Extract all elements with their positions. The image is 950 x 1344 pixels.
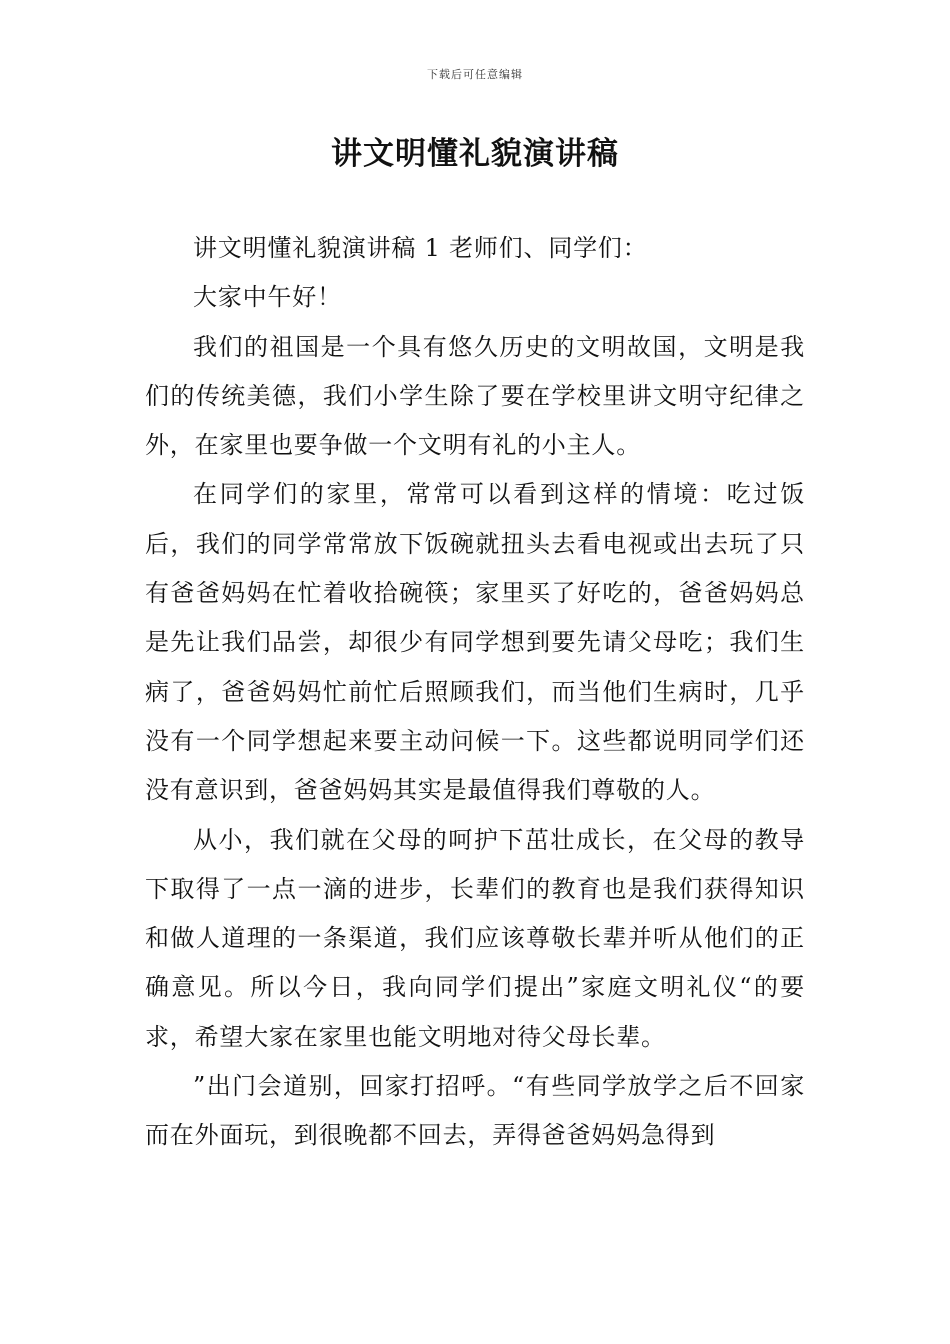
paragraph: 从小，我们就在父母的呵护下茁壮成长，在父母的教导下取得了一点一滴的进步，长辈们的教育也是我们获得知识和做人道理的一条渠道，我们应该尊敬长辈并听从他们的正确意见。所以今日，我向同学们提出”家庭文明礼仪“的要求，希望大家在家里也能文明地对待父母长辈。 bbox=[145, 825, 805, 1051]
paragraph: 在同学们的家里，常常可以看到这样的情境：吃过饭后，我们的同学常常放下饭碗就扭头去看电视或出去玩了只有爸爸妈妈在忙着收拾碗筷；家里买了好吃的，爸爸妈妈总是先让我们品尝，却很少有同学想到要先请父母吃；我们生病了，爸爸妈妈忙前忙后照顾我们，而当他们生病时，几乎没有一个同学想起来要主动问候一下。这些都说明同学们还没有意识到，爸爸妈妈其实是最值得我们尊敬的人。 bbox=[145, 480, 805, 805]
body-text bbox=[145, 224, 805, 1161]
paragraph: 我们的祖国是一个具有悠久历史的文明故国，文明是我们的传统美德，我们小学生除了要在学校里讲文明守纪律之外，在家里也要争做一个文明有礼的小主人。 bbox=[145, 332, 805, 460]
paragraph-salutation: 大家中午好！ bbox=[193, 283, 342, 312]
paragraph: ”出门会道别，回家打招呼。“有些同学放学之后不回家而在外面玩，到很晚都不回去，弄得爸爸妈妈急得到 bbox=[145, 1072, 805, 1150]
header-note: 下载后可任意编辑 bbox=[427, 68, 523, 81]
paragraph-greeting: 讲文明懂礼貌演讲稿 1 老师们、同学们： bbox=[193, 234, 648, 262]
page-title: 讲文明懂礼貌演讲稿 bbox=[331, 136, 619, 172]
